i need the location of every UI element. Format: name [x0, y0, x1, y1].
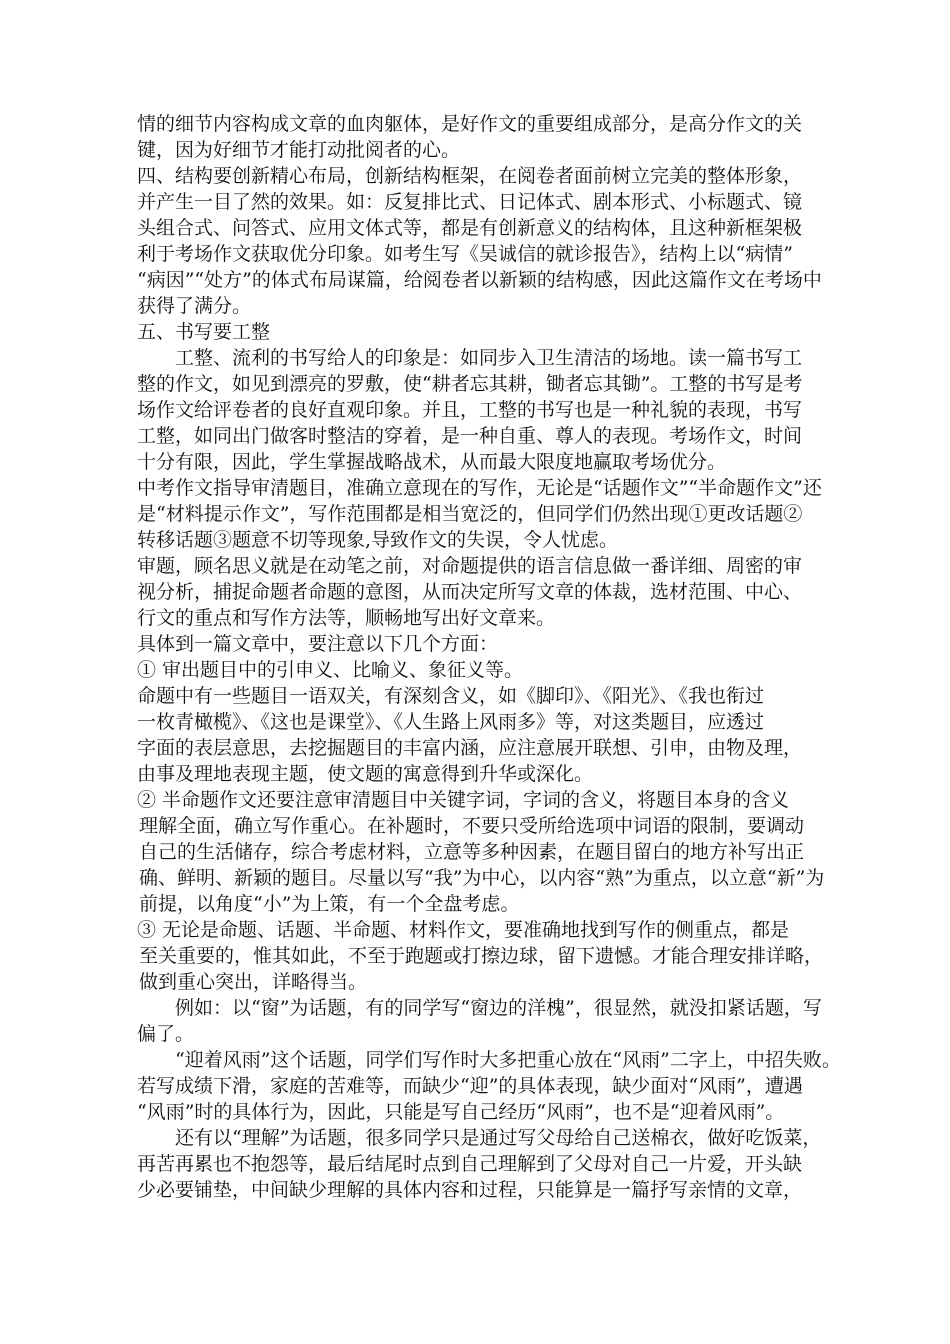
text-line: “风雨”时的具体行为，因此，只能是写自己经历“风雨”，也不是“迎着风雨”。 [137, 1101, 785, 1123]
list-item-heading: ② 半命题作文还要注意审清题目中关键字词，字词的含义，将题目本身的含义 [137, 789, 790, 811]
text-line: “病因”“处方”的体式布局谋篇，给阅卷者以新颖的结构感，因此这篇作文在考场中 [137, 269, 822, 291]
text-line: 具体到一篇文章中，要注意以下几个方面： [137, 633, 499, 655]
text-line: 由事及理地表现主题，使文题的寓意得到升华或深化。 [137, 763, 594, 785]
text-line: 字面的表层意思，去挖掘题目的丰富内涵，应注意展开联想、引申，由物及理， [137, 737, 803, 759]
text-line: 并产生一目了然的效果。如：反复排比式、日记体式、剧本形式、小标题式、镜 [137, 191, 803, 213]
text-line: 若写成绩下滑，家庭的苦难等，而缺少“迎”的具体表现，缺少面对“风雨”，遭遇 [137, 1075, 803, 1097]
text-line: 审题，顾名思义就是在动笔之前，对命题提供的语言信息做一番详细、周密的审 [137, 555, 803, 577]
text-line: 工整、流利的书写给人的印象是：如同步入卫生清洁的场地。读一篇书写工 [175, 347, 803, 369]
text-line: 转移话题③题意不切等现象,导致作文的失误，令人忧虑。 [137, 529, 619, 551]
text-line: 例如：以“窗”为话题，有的同学写“窗边的洋槐”，很显然，就没扣紧话题，写 [175, 997, 822, 1019]
text-line: 情的细节内容构成文章的血肉躯体，是好作文的重要组成部分，是高分作文的关 [137, 113, 803, 135]
section-heading: 五、书写要工整 [137, 321, 271, 343]
text-line: 中考作文指导审清题目，准确立意现在的写作，无论是“话题作文”“半命题作文”还 [137, 477, 822, 499]
text-line: 行文的重点和写作方法等，顺畅地写出好文章来。 [137, 607, 556, 629]
text-line: 键，因为好细节才能打动批阅者的心。 [137, 139, 461, 161]
text-line: 至关重要的，惟其如此，不至于跑题或打擦边球，留下遗憾。才能合理安排详略， [139, 945, 824, 967]
text-line: 整的作文，如见到漂亮的罗敷，使“耕者忘其耕，锄者忘其锄”。工整的书写是考 [137, 373, 803, 395]
text-line: 命题中有一些题目一语双关，有深刻含义，如《脚印》、《阳光》、《我也衔过 [137, 685, 765, 707]
text-line: 理解全面，确立写作重心。在补题时，不要只受所给选项中词语的限制，要调动 [139, 815, 805, 837]
section-heading: 四、结构要创新精心布局，创新结构框架，在阅卷者面前树立完美的整体形象， [137, 165, 803, 187]
text-line: 偏了。 [137, 1023, 195, 1045]
text-line: 获得了满分。 [137, 295, 252, 317]
text-line: 确、鲜明、新颖的题目。尽量以写“我”为中心，以内容“熟”为重点，以立意“新”为 [139, 867, 825, 889]
text-line: 工整，如同出门做客时整洁的穿着，是一种自重、尊人的表现。考场作文，时间 [137, 425, 803, 447]
text-line: 是“材料提示作文”，写作范围都是相当宽泛的，但同学们仍然出现①更改话题② [137, 503, 803, 525]
text-line: 一枚青橄榄》、《这也是课堂》、《人生路上风雨多》等，对这类题目，应透过 [137, 711, 765, 733]
text-line: 头组合式、问答式、应用文体式等，都是有创新意义的结构体，且这种新框架极 [137, 217, 803, 239]
text-line: 做到重心突出，详略得当。 [139, 971, 368, 993]
text-line: 少必要铺垫，中间缺少理解的具体内容和过程，只能算是一篇抒写亲情的文章， [137, 1179, 803, 1201]
text-line: 自己的生活储存，综合考虑材料，立意等多种因素，在题目留白的地方补写出正 [139, 841, 805, 863]
text-line: 场作文给评卷者的良好直观印象。并且，工整的书写也是一种礼貌的表现，书写 [137, 399, 803, 421]
text-line: 再苦再累也不抱怨等，最后结尾时点到自己理解到了父母对自己一片爱，开头缺 [137, 1153, 803, 1175]
text-line: 前提，以角度“小”为上策，有一个全盘考虑。 [139, 893, 520, 915]
document-page [137, 111, 841, 1203]
text-line: “迎着风雨”这个话题，同学们写作时大多把重心放在“风雨”二字上，中招失败。 [175, 1049, 841, 1071]
list-item-heading: ① 审出题目中的引申义、比喻义、象征义等。 [137, 659, 524, 681]
text-line: 十分有限，因此，学生掌握战略战术，从而最大限度地赢取考场优分。 [137, 451, 727, 473]
text-line: 视分析，捕捉命题者命题的意图，从而决定所写文章的体裁，选材范围、中心、 [137, 581, 803, 603]
text-line: 利于考场作文获取优分印象。如考生写《吴诚信的就诊报告》，结构上以“病情” [137, 243, 793, 265]
text-line: 还有以“理解”为话题，很多同学只是通过写父母给自己送棉衣，做好吃饭菜， [175, 1127, 822, 1149]
list-item-heading: ③ 无论是命题、话题、半命题、材料作文，要准确地找到写作的侧重点，都是 [137, 919, 790, 941]
